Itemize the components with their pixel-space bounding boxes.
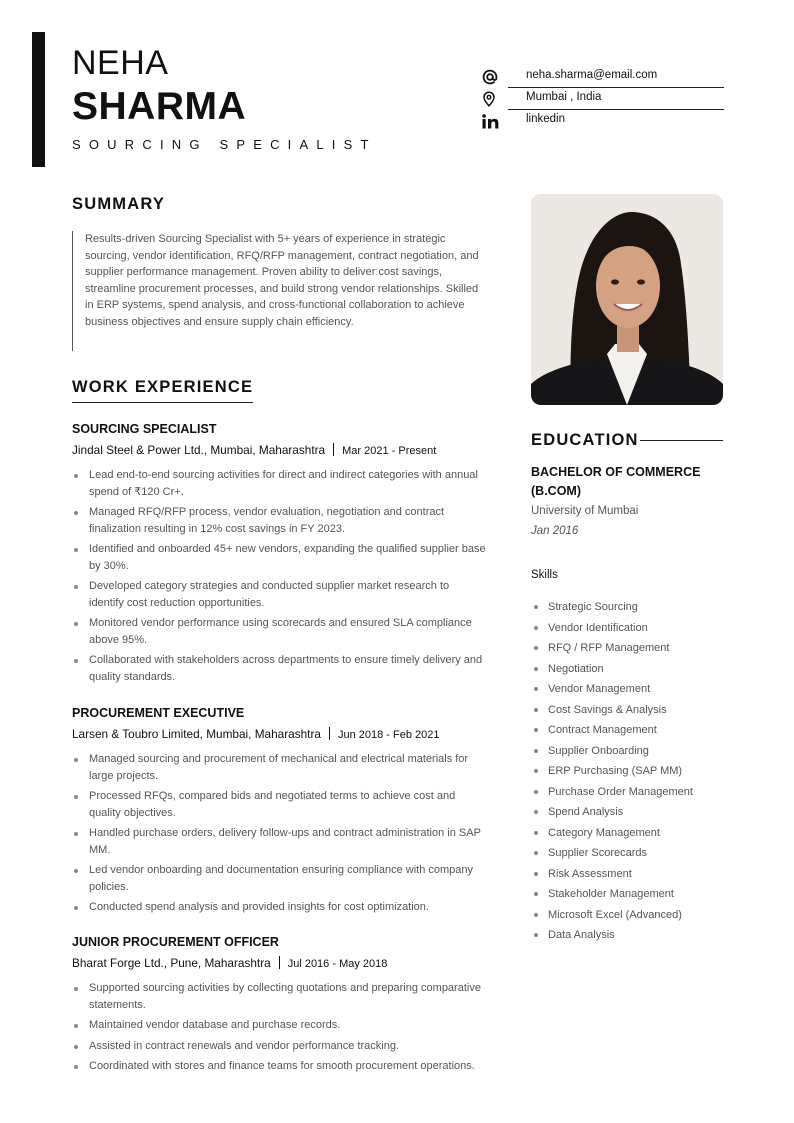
summary-heading: SUMMARY bbox=[72, 195, 166, 213]
job-bullets bbox=[72, 980, 487, 1075]
job-meta bbox=[72, 726, 487, 743]
job-bullet: Processed RFQs, compared bids and negotiated terms to achieve cost and quality objectives. bbox=[72, 788, 487, 821]
contact-linkedin[interactable]: linkedin bbox=[526, 113, 565, 125]
job-bullet: Developed category strategies and conducted supplier market research to identify cost reduction opportunities. bbox=[72, 578, 487, 611]
skill-item: Strategic Sourcing bbox=[531, 597, 723, 618]
contact-location: Mumbai , India bbox=[526, 91, 602, 103]
skill-item: Contract Management bbox=[531, 720, 723, 741]
skill-item: Microsoft Excel (Advanced) bbox=[531, 905, 723, 926]
job-bullet: Collaborated with stakeholders across departments to ensure timely delivery and quality standards. bbox=[72, 652, 487, 685]
meta-separator bbox=[279, 956, 280, 969]
skill-item: Supplier Scorecards bbox=[531, 843, 723, 864]
skill-item: Stakeholder Management bbox=[531, 884, 723, 905]
skill-item: ERP Purchasing (SAP MM) bbox=[531, 761, 723, 782]
skill-item: Vendor Management bbox=[531, 679, 723, 700]
skill-item: Spend Analysis bbox=[531, 802, 723, 823]
job-company: Bharat Forge Ltd., Pune, Maharashtra bbox=[72, 956, 271, 970]
job-dates: Mar 2021 - Present bbox=[342, 445, 437, 457]
contact-email[interactable]: neha.sharma@email.com bbox=[526, 69, 658, 81]
work-experience-heading: WORK EXPERIENCE bbox=[72, 378, 254, 396]
skill-item: Risk Assessment bbox=[531, 864, 723, 885]
job-bullet: Monitored vendor performance using scorecards and ensured SLA compliance above 95%. bbox=[72, 615, 487, 648]
job-role: SOURCING SPECIALIST bbox=[72, 422, 217, 436]
job-bullet: Coordinated with stores and finance teams for smooth procurement operations. bbox=[72, 1058, 487, 1075]
location-pin-icon bbox=[482, 91, 508, 107]
job-bullet: Conducted spend analysis and provided insights for cost optimization. bbox=[72, 899, 487, 916]
linkedin-icon bbox=[482, 114, 508, 129]
job-title: SOURCING SPECIALIST bbox=[72, 137, 377, 152]
skills-list bbox=[531, 597, 723, 946]
work-experience-underline bbox=[72, 402, 253, 403]
profile-photo bbox=[531, 194, 723, 405]
contact-location-row bbox=[482, 88, 724, 110]
job-meta bbox=[72, 442, 487, 459]
skill-item: Category Management bbox=[531, 823, 723, 844]
job-bullet: Managed sourcing and procurement of mechanical and electrical materials for large projects. bbox=[72, 751, 487, 784]
contact-block bbox=[482, 66, 724, 132]
meta-separator bbox=[329, 727, 330, 740]
header-accent-bar bbox=[32, 32, 45, 167]
job-bullet: Maintained vendor database and purchase records. bbox=[72, 1017, 487, 1034]
meta-separator bbox=[333, 443, 334, 456]
job-dates: Jul 2016 - May 2018 bbox=[287, 958, 388, 970]
skill-item: Purchase Order Management bbox=[531, 782, 723, 803]
job-role: JUNIOR PROCUREMENT OFFICER bbox=[72, 935, 279, 949]
job-bullet: Supported sourcing activities by collecting quotations and preparing comparative statements. bbox=[72, 980, 487, 1013]
skills-heading: Skills bbox=[531, 569, 558, 581]
skill-item: Supplier Onboarding bbox=[531, 741, 723, 762]
education-date: Jan 2016 bbox=[531, 525, 579, 537]
skill-item: Vendor Identification bbox=[531, 618, 723, 639]
last-name: SHARMA bbox=[72, 85, 247, 128]
job-bullet: Identified and onboarded 45+ new vendors, expanding the qualified supplier base by 30%. bbox=[72, 541, 487, 574]
summary-box bbox=[72, 231, 487, 351]
job-dates: Jun 2018 - Feb 2021 bbox=[337, 729, 440, 741]
job-bullets bbox=[72, 467, 487, 685]
summary-text: Results-driven Sourcing Specialist with 5+ years of experience in strategic sourcing, vendor identification, RFQ/RFP management, contract negotiation, and supplier performance management. Proven ability to deliver cost savings, streamline procurement processes, and build strong vendor relationships. Skilled in ERP systems, spend analysis, and cross-functional collaboration to achieve business objectives and ensure supply chain efficiency. bbox=[85, 233, 479, 328]
job-bullet: Led vendor onboarding and documentation ensuring compliance with company policies. bbox=[72, 862, 487, 895]
skill-item: RFQ / RFP Management bbox=[531, 638, 723, 659]
job-bullet: Assisted in contract renewals and vendor performance tracking. bbox=[72, 1038, 487, 1055]
contact-linkedin-row bbox=[482, 110, 724, 132]
job-entry bbox=[72, 421, 487, 689]
job-role: PROCUREMENT EXECUTIVE bbox=[72, 706, 245, 720]
university: University of Mumbai bbox=[531, 505, 639, 517]
job-company: Jindal Steel & Power Ltd., Mumbai, Maharashtra bbox=[72, 443, 326, 457]
at-icon bbox=[482, 69, 508, 85]
education-heading: EDUCATION bbox=[531, 431, 639, 449]
job-entry bbox=[72, 705, 487, 920]
first-name: NEHA bbox=[72, 44, 169, 82]
contact-email-row bbox=[482, 66, 724, 88]
job-bullet: Handled purchase orders, delivery follow-ups and contract administration in SAP MM. bbox=[72, 825, 487, 858]
job-company: Larsen & Toubro Limited, Mumbai, Maharashtra bbox=[72, 727, 321, 741]
job-meta bbox=[72, 955, 487, 972]
education-rule bbox=[640, 440, 723, 441]
job-bullet: Lead end-to-end sourcing activities for direct and indirect categories with annual spend of ₹120 Cr+. bbox=[72, 467, 487, 500]
skill-item: Cost Savings & Analysis bbox=[531, 700, 723, 721]
degree: BACHELOR OF COMMERCE (B.COM) bbox=[531, 465, 701, 498]
job-bullets bbox=[72, 751, 487, 916]
job-bullet: Managed RFQ/RFP process, vendor evaluation, negotiation and contract finalization resulting in 12% cost savings in FY 2023. bbox=[72, 504, 487, 537]
skill-item: Data Analysis bbox=[531, 925, 723, 946]
skill-item: Negotiation bbox=[531, 659, 723, 680]
job-entry bbox=[72, 934, 487, 1079]
